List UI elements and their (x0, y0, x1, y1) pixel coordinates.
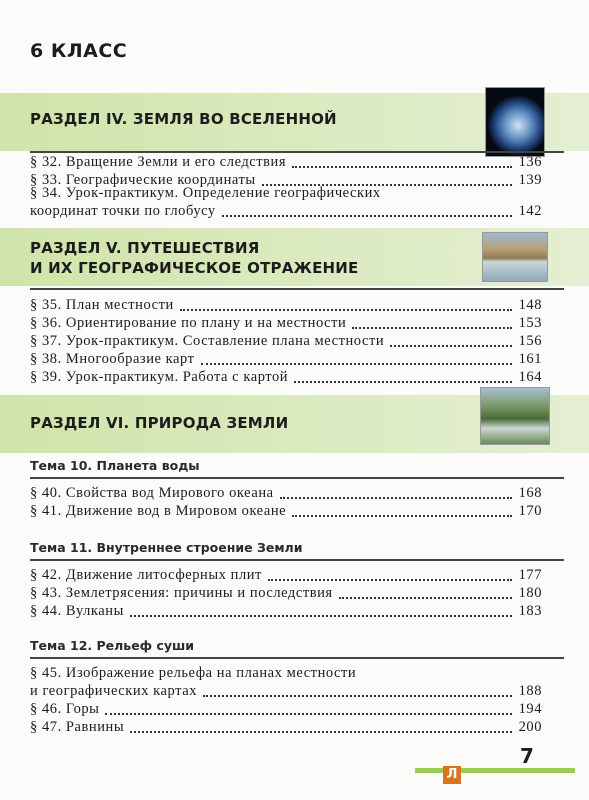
toc-entry[interactable]: § 37. Урок-практикум. Составление плана местности 156 (30, 333, 542, 349)
section-title: РАЗДЕЛ V. ПУТЕШЕСТВИЯ (30, 239, 260, 257)
toc-entry[interactable]: § 36. Ориентирование по плану и на местности 153 (30, 315, 542, 331)
toc-entry-line1: § 34. Урок-практикум. Определение географических (30, 185, 381, 201)
toc-entry[interactable]: § 32. Вращение Земли и его следствия 136 (30, 154, 542, 170)
toc-entry[interactable]: § 47. Равнины 200 (30, 719, 542, 735)
page-number: 7 (520, 744, 534, 768)
toc-entry[interactable]: § 35. План местности 148 (30, 297, 542, 313)
footer-accent-bar (415, 768, 575, 773)
toc-entry[interactable]: § 40. Свойства вод Мирового океана 168 (30, 485, 542, 501)
section-header-vi (0, 395, 589, 453)
toc-entry[interactable]: § 38. Многообразие карт 161 (30, 351, 542, 367)
mountain-image (480, 387, 550, 445)
toc-entry[interactable]: § 33. Географические координаты 139 (30, 172, 542, 188)
section-title: И ИХ ГЕОГРАФИЧЕСКОЕ ОТРАЖЕНИЕ (30, 259, 359, 277)
publisher-logo: Л (443, 766, 461, 784)
earth-image (485, 87, 545, 157)
page-ref: 161 (518, 351, 542, 367)
toc-entry[interactable]: § 43. Землетрясения: причины и последствия 180 (30, 585, 542, 601)
toc-entry[interactable]: координат точки по глобусу 142 (30, 203, 542, 219)
lake-image (482, 232, 548, 282)
page-ref: 180 (518, 585, 542, 601)
toc-entry[interactable]: § 42. Движение литосферных плит 177 (30, 567, 542, 583)
class-title: 6 КЛАСС (30, 40, 128, 62)
page-ref: 156 (518, 333, 542, 349)
section-header-v (0, 228, 589, 286)
toc-entry[interactable]: и географических картах 188 (30, 683, 542, 699)
page-ref: 168 (518, 485, 542, 501)
page-ref: 194 (518, 701, 542, 717)
page-ref: 153 (518, 315, 542, 331)
divider (30, 288, 564, 290)
page-ref: 148 (518, 297, 542, 313)
section-title: РАЗДЕЛ IV. ЗЕМЛЯ ВО ВСЕЛЕННОЙ (30, 110, 337, 128)
page-ref: 139 (518, 172, 542, 188)
theme-title: Тема 10. Планета воды (30, 458, 200, 473)
toc-entry[interactable]: § 46. Горы 194 (30, 701, 542, 717)
toc-entry[interactable]: § 44. Вулканы 183 (30, 603, 542, 619)
toc-entry[interactable]: § 39. Урок-практикум. Работа с картой 164 (30, 369, 542, 385)
page-ref: 188 (518, 683, 542, 699)
divider (30, 477, 564, 479)
toc-entry[interactable]: § 41. Движение вод в Мировом океане 170 (30, 503, 542, 519)
page-ref: 177 (518, 567, 542, 583)
page-ref: 164 (518, 369, 542, 385)
theme-title: Тема 11. Внутреннее строение Земли (30, 540, 303, 555)
page-ref: 183 (518, 603, 542, 619)
section-title: РАЗДЕЛ VI. ПРИРОДА ЗЕМЛИ (30, 414, 289, 432)
page-ref: 200 (518, 719, 542, 735)
toc-entry-line1: § 45. Изображение рельефа на планах местности (30, 665, 357, 681)
page-ref: 136 (518, 154, 542, 170)
divider (30, 657, 564, 659)
page-ref: 142 (518, 203, 542, 219)
divider (30, 559, 564, 561)
page-ref: 170 (518, 503, 542, 519)
theme-title: Тема 12. Рельеф суши (30, 638, 195, 653)
section-header-iv (0, 93, 589, 151)
